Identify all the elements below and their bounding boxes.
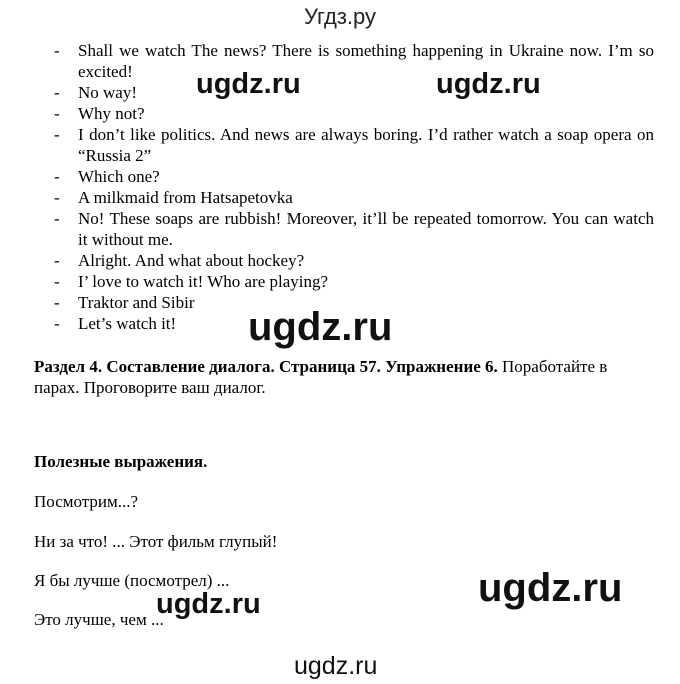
useful-phrase: Ни за что! ... Этот фильм глупый! [34, 532, 278, 551]
dialog-line-text: I don’t like politics. And news are always boring. I’d rather watch a soap opera on “Russia 2” [78, 125, 654, 165]
dash-bullet: - [54, 41, 60, 60]
dialog-line-text: A milkmaid from Hatsapetovka [78, 188, 293, 207]
dialog-line [34, 82, 654, 103]
dialog-line [34, 250, 654, 271]
dialog-line [34, 271, 654, 292]
useful-phrases-title: Полезные выражения. [34, 452, 208, 471]
dialog-line [34, 166, 654, 187]
dialog-line [34, 187, 654, 208]
dash-bullet: - [54, 83, 60, 102]
dialog-line-text: I’ love to watch it! Who are playing? [78, 272, 329, 291]
dialog-list [34, 40, 654, 334]
dialog-line [34, 40, 654, 82]
useful-phrase: Я бы лучше (посмотрел) ... [34, 571, 230, 590]
exercise-heading [34, 356, 644, 398]
useful-phrase: Это лучше, чем ... [34, 610, 164, 629]
exercise-heading-rest: Поработайте в парах. Проговорите ваш диалог. [34, 357, 608, 397]
dash-bullet: - [54, 293, 60, 312]
dialog-line-text: No! These soaps are rubbish! Moreover, it’ll be repeated tomorrow. You can watch it without me. [78, 209, 654, 249]
dash-bullet: - [54, 188, 60, 207]
dash-bullet: - [54, 314, 60, 333]
dialog-line-text: Shall we watch The news? There is something happening in Ukraine now. I’m so excited! [78, 41, 654, 81]
watermark: ugdz.ru [478, 566, 623, 610]
dialog-line-text: Traktor and Sibir [78, 293, 195, 312]
watermark: ugdz.ru [436, 68, 541, 100]
dialog-line-text: Let’s watch it! [78, 314, 177, 333]
watermark: ugdz.ru [156, 588, 261, 620]
dash-bullet: - [54, 209, 60, 228]
dialog-line-text: No way! [78, 83, 138, 102]
dialog-line-text: Alright. And what about hockey? [78, 251, 305, 270]
dash-bullet: - [54, 104, 60, 123]
dash-bullet: - [54, 167, 60, 186]
dialog-line [34, 103, 654, 124]
useful-phrase: Посмотрим...? [34, 492, 139, 511]
dash-bullet: - [54, 125, 60, 144]
dialog-line [34, 124, 654, 166]
dialog-line-text: Which one? [78, 167, 160, 186]
dash-bullet: - [54, 272, 60, 291]
dash-bullet: - [54, 251, 60, 270]
site-header: Угдз.ру [303, 4, 377, 29]
dialog-line [34, 208, 654, 250]
watermark: ugdz.ru [248, 305, 393, 349]
watermark: ugdz.ru [196, 68, 301, 100]
dialog-line-text: Why not? [78, 104, 145, 123]
exercise-heading-bold: Раздел 4. Составление диалога. Страница 57. Упражнение 6. [34, 357, 498, 376]
watermark: ugdz.ru [294, 652, 378, 680]
